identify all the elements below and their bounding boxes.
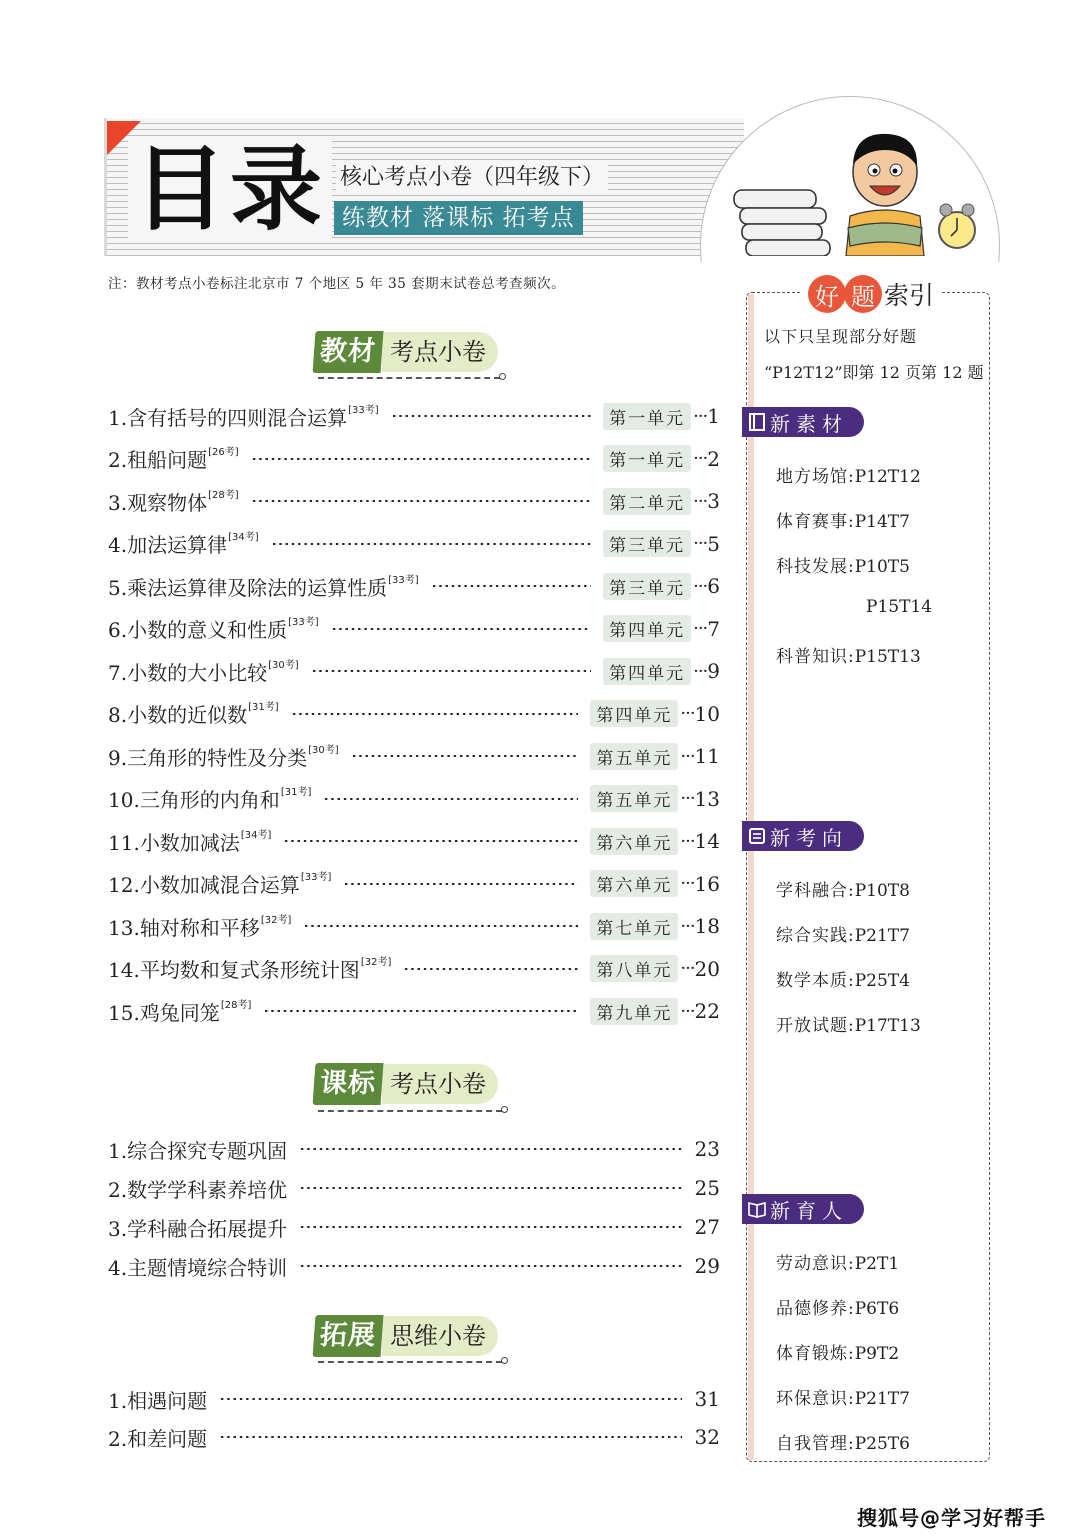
badge-dark-label: 教材	[313, 331, 384, 373]
toc-entry-number: 11.	[108, 830, 140, 855]
badge-underline	[318, 377, 500, 379]
entry-separator: :	[848, 881, 855, 901]
leader-dots	[303, 925, 578, 927]
toc-entry-text: 主题情境综合特训	[127, 1255, 288, 1280]
badge-dark-label: 拓展	[313, 1315, 384, 1357]
toc-entry[interactable]	[108, 954, 720, 984]
toc-entry-number: 8.	[108, 703, 128, 727]
badge-light-label: 考点小卷	[382, 1064, 498, 1104]
toc-entry[interactable]	[108, 996, 720, 1026]
exam-frequency-tag: [33考]	[388, 574, 419, 586]
entry-separator: :	[848, 1016, 855, 1036]
exam-frequency-tag: [32考]	[260, 914, 292, 926]
entry-topic: 体育锻炼	[776, 1344, 848, 1364]
leader-dots	[271, 543, 591, 545]
entry-reference: P10T8	[854, 881, 910, 901]
toc-entry-number: 1.	[108, 1138, 128, 1163]
category-label: 新考向	[770, 825, 848, 850]
toc-entry-text: 观察物体	[127, 490, 208, 515]
unit-label: 第九单元	[590, 998, 678, 1025]
toc-entry-title	[108, 784, 311, 813]
index-description-1: 以下只呈现部分好题	[764, 327, 918, 346]
entry-separator: :	[848, 926, 855, 946]
toc-entry-number: 3.	[108, 490, 128, 515]
leader-dots-short: ···	[680, 745, 695, 767]
book-subtitle: 核心考点小卷（四年级下）	[336, 163, 608, 193]
index-entry[interactable]	[776, 1429, 910, 1454]
entry-topic: 品德修养	[776, 1299, 848, 1319]
toc-entry-number: 1.	[108, 405, 128, 430]
badge-light-label: 思维小卷	[382, 1316, 498, 1356]
toc-entry-number: 1.	[108, 1388, 128, 1413]
leader-dots-short: ···	[693, 448, 708, 469]
index-entry[interactable]	[776, 876, 910, 901]
index-entry[interactable]	[776, 552, 910, 577]
leader-dots-short: ···	[680, 1000, 695, 1022]
toc-entry-title	[108, 699, 279, 728]
toc-entry-text: 含有括号的四则混合运算	[127, 405, 348, 430]
exam-frequency-tag: [26考]	[208, 447, 239, 459]
toc-entry-text: 学科融合拓展提升	[127, 1216, 288, 1241]
unit-label: 第六单元	[590, 828, 678, 855]
badge-underline	[318, 1110, 502, 1112]
entry-reference: P15T14	[866, 597, 933, 617]
compass-icon	[748, 826, 770, 846]
open-book-icon	[748, 1199, 770, 1219]
unit-label: 第三单元	[603, 530, 691, 557]
toc-entry[interactable]	[108, 1212, 720, 1242]
unit-label: 第三单元	[603, 573, 691, 600]
index-entry[interactable]	[776, 642, 921, 667]
toc-entry[interactable]	[108, 571, 720, 601]
panel-stripe	[748, 294, 754, 1460]
exam-frequency-tag: [28考]	[208, 489, 239, 501]
page-number: 10	[694, 701, 720, 726]
index-entry[interactable]	[776, 1294, 899, 1319]
toc-entry[interactable]	[108, 1251, 720, 1281]
toc-entry[interactable]	[108, 1422, 720, 1452]
page-number: 1	[707, 404, 720, 428]
entry-separator: :	[848, 512, 855, 532]
toc-entry-title	[108, 487, 239, 516]
entry-topic: 综合实践	[776, 926, 848, 946]
leader-dots	[323, 798, 578, 800]
toc-entry[interactable]	[108, 1134, 720, 1164]
toc-entry-title	[108, 572, 419, 601]
leader-dots	[431, 585, 591, 587]
entry-reference: P2T1	[854, 1254, 900, 1274]
toc-entry[interactable]	[108, 444, 720, 474]
leader-dots	[391, 415, 591, 417]
unit-label: 第四单元	[603, 658, 691, 685]
entry-reference: P10T5	[854, 557, 910, 577]
leader-dots-short: ···	[693, 660, 708, 682]
index-entry[interactable]	[776, 966, 910, 991]
toc-entry-text: 小数的大小比较	[127, 660, 268, 685]
leader-dots	[283, 840, 578, 842]
leader-dots-short: ···	[680, 830, 695, 852]
badge-underline	[318, 1361, 502, 1363]
toc-entry-title	[108, 997, 251, 1026]
leader-dots	[403, 968, 578, 970]
toc-entry-number: 14.	[108, 958, 140, 982]
page-number: 18	[694, 914, 720, 938]
leader-dots-short: ···	[693, 575, 708, 597]
index-entry[interactable]	[776, 921, 910, 946]
unit-label: 第一单元	[603, 403, 691, 430]
entry-topic: 数学本质	[776, 971, 848, 991]
badge-light-label: 考点小卷	[382, 332, 498, 372]
unit-label: 第五单元	[590, 785, 678, 812]
entry-reference: P21T7	[854, 926, 910, 946]
watermark: 搜狐号@学习好帮手	[857, 1506, 1046, 1530]
entry-reference: P6T6	[854, 1299, 900, 1319]
toc-entry-title	[108, 1423, 207, 1452]
page-number: 20	[694, 956, 720, 981]
badge-dark-label: 课标	[313, 1063, 384, 1105]
page-number: 3	[707, 489, 720, 513]
toc-entry-text: 小数加减混合运算	[139, 873, 300, 897]
page-number: 9	[707, 659, 720, 683]
page-number: 6	[707, 574, 720, 598]
exam-frequency-tag: [33考]	[288, 617, 319, 629]
index-description-2: “P12T12”即第 12 页第 12 题	[764, 363, 984, 382]
toc-entry-title	[108, 657, 299, 686]
leader-dots-short: ···	[680, 873, 695, 894]
page-number: 5	[707, 531, 720, 556]
toc-entry-title	[108, 1174, 287, 1203]
index-entry[interactable]	[776, 1384, 910, 1409]
entry-reference: P25T6	[854, 1434, 910, 1454]
toc-entry-number: 2.	[108, 1426, 128, 1451]
page-number: 7	[707, 616, 720, 641]
page-number: 31	[694, 1387, 720, 1411]
index-entry[interactable]	[776, 1011, 921, 1036]
entry-topic: 自我管理	[776, 1434, 848, 1454]
entry-topic: 科普知识	[776, 647, 848, 667]
toc-entry-text: 三角形的特性及分类	[127, 745, 308, 770]
exam-frequency-tag: [31考]	[248, 702, 279, 714]
toc-entry-title	[108, 402, 379, 431]
entry-reference: P17T13	[854, 1016, 921, 1036]
toc-entry-text: 综合探究专题巩固	[127, 1138, 288, 1163]
toc-entry-text: 乘法运算律及除法的运算性质	[127, 575, 388, 600]
leader-dots-short: ···	[693, 618, 708, 639]
toc-entry-title	[108, 444, 239, 473]
toc-entry[interactable]	[108, 869, 720, 899]
title-circle-char: 好	[808, 275, 846, 313]
leader-dots	[299, 1226, 682, 1228]
leader-dots	[343, 883, 578, 885]
toc-entry[interactable]	[108, 529, 720, 559]
entry-reference: P9T2	[854, 1344, 900, 1364]
toc-entry-text: 鸡兔同笼	[139, 1000, 220, 1025]
page-number: 29	[694, 1254, 720, 1278]
toc-entry-number: 2.	[108, 448, 128, 472]
leader-dots	[351, 755, 579, 757]
entry-reference: P25T4	[854, 971, 910, 991]
toc-entry[interactable]	[108, 614, 720, 644]
toc-entry-text: 相遇问题	[127, 1388, 208, 1413]
book-slogan: 练教材 落课标 拓考点	[334, 201, 583, 235]
toc-entry-number: 2.	[108, 1177, 128, 1202]
entry-topic: 科技发展	[776, 557, 848, 577]
exam-frequency-tag: [34考]	[228, 532, 259, 544]
index-entry[interactable]	[776, 462, 921, 487]
toc-entry[interactable]	[108, 741, 720, 771]
toc-entry-text: 和差问题	[127, 1426, 208, 1451]
page-number: 11	[694, 744, 720, 768]
entry-reference: P15T13	[854, 647, 921, 667]
toc-entry-title	[108, 742, 339, 771]
toc-entry[interactable]	[108, 656, 720, 686]
unit-label: 第二单元	[603, 488, 691, 515]
leader-dots	[299, 1265, 682, 1267]
toc-entry-title	[108, 1213, 287, 1242]
index-entry[interactable]	[776, 1339, 899, 1364]
book-spine-icon	[748, 412, 770, 432]
toc-entry-text: 平均数和复式条形统计图	[139, 958, 360, 982]
exam-frequency-tag: [34考]	[240, 829, 272, 841]
page-number: 23	[694, 1137, 720, 1161]
index-entry[interactable]	[866, 597, 932, 617]
page-number: 25	[694, 1176, 720, 1200]
toc-entry-text: 三角形的内角和	[139, 788, 280, 812]
toc-entry-number: 4.	[108, 1255, 128, 1280]
badge-dot	[499, 373, 506, 380]
unit-label: 第四单元	[603, 615, 691, 642]
toc-entry[interactable]	[108, 699, 720, 729]
index-panel-title	[800, 274, 942, 314]
category-label: 新素材	[770, 411, 848, 436]
leader-dots	[219, 1436, 682, 1438]
section-badge-textbook	[314, 328, 498, 376]
entry-topic: 开放试题	[776, 1016, 848, 1036]
badge-dot	[501, 1106, 508, 1113]
toc-entry-title	[108, 827, 271, 856]
toc-entry-title	[108, 614, 319, 643]
toc-entry-number: 4.	[108, 533, 128, 557]
leader-dots	[299, 1187, 682, 1189]
entry-separator: :	[848, 1299, 855, 1319]
page-number: 27	[694, 1215, 720, 1239]
category-tag	[742, 821, 864, 851]
unit-label: 第一单元	[603, 445, 691, 472]
title-rest: 索引	[884, 281, 935, 310]
category-label: 新育人	[770, 1198, 848, 1223]
toc-entry-number: 12.	[108, 873, 140, 897]
exam-frequency-tag: [30考]	[308, 744, 339, 756]
page-number: 2	[707, 446, 720, 471]
leader-dots-short: ···	[693, 533, 708, 554]
toc-entry-number: 7.	[108, 660, 128, 685]
entry-separator: :	[848, 1389, 855, 1409]
leader-dots	[251, 458, 591, 460]
boy-figure	[846, 134, 924, 256]
toc-entry[interactable]	[108, 486, 720, 516]
exam-frequency-tag: [30考]	[268, 659, 299, 671]
page-number: 22	[694, 999, 720, 1023]
category-tag	[742, 407, 864, 437]
toc-entry-text: 加法运算律	[127, 533, 228, 557]
entry-topic: 劳动意识	[776, 1254, 848, 1274]
toc-entry-text: 小数的意义和性质	[127, 618, 288, 642]
toc-entry-number: 15.	[108, 1000, 140, 1025]
leader-dots	[299, 1148, 682, 1150]
leader-dots	[311, 670, 591, 672]
entry-separator: :	[848, 1434, 855, 1454]
index-entry[interactable]	[776, 507, 910, 532]
toc-entry-text: 小数的近似数	[127, 703, 248, 727]
entry-reference: P12T12	[854, 467, 921, 487]
toc-entry[interactable]	[108, 1384, 720, 1414]
entry-separator: :	[848, 647, 855, 667]
page-number: 14	[694, 829, 720, 853]
entry-reference: P14T7	[854, 512, 910, 532]
exam-frequency-tag: [33考]	[348, 404, 379, 416]
toc-entry-title	[108, 1252, 287, 1281]
leader-dots-short: ···	[680, 958, 695, 979]
badge-dot	[501, 1357, 508, 1364]
entry-separator: :	[848, 467, 855, 487]
toc-entry-title	[108, 1385, 207, 1414]
exam-frequency-tag: [31考]	[280, 787, 312, 799]
exam-frequency-tag: [28考]	[220, 999, 252, 1011]
toc-entry-text: 小数加减法	[139, 830, 240, 855]
page-number: 16	[694, 871, 720, 896]
entry-topic: 体育赛事	[776, 512, 848, 532]
index-entry[interactable]	[776, 1249, 899, 1274]
section-badge-curriculum	[314, 1060, 498, 1108]
exam-frequency-tag: [33考]	[300, 872, 332, 884]
leader-dots	[219, 1398, 682, 1400]
toc-entry-title	[108, 1135, 287, 1164]
toc-entry-text: 租船问题	[127, 448, 208, 472]
leader-dots-short: ···	[680, 915, 695, 937]
alarm-clock-icon	[939, 204, 975, 248]
toc-entry-number: 6.	[108, 618, 128, 642]
toc-entry[interactable]	[108, 826, 720, 856]
entry-separator: :	[848, 557, 855, 577]
exam-frequency-tag: [32考]	[360, 957, 392, 969]
section-badge-extension	[314, 1312, 498, 1360]
unit-label: 第五单元	[590, 743, 678, 770]
toc-entry-number: 10.	[108, 788, 140, 812]
category-tag	[742, 1194, 864, 1224]
leader-dots-short: ···	[693, 490, 708, 512]
leader-dots	[331, 628, 591, 630]
toc-entry-title	[108, 529, 259, 558]
unit-label: 第六单元	[590, 870, 678, 897]
boy-reading-illustration	[720, 120, 990, 256]
toc-entry[interactable]	[108, 1173, 720, 1203]
unit-label: 第四单元	[590, 700, 678, 727]
leader-dots	[251, 500, 591, 502]
toc-entry-text: 轴对称和平移	[139, 915, 260, 940]
entry-separator: :	[848, 971, 855, 991]
unit-label: 第七单元	[590, 913, 678, 940]
leader-dots	[291, 713, 579, 715]
leader-dots	[263, 1010, 578, 1012]
leader-dots-short: ···	[693, 405, 708, 427]
page-number: 13	[694, 786, 720, 811]
entry-separator: :	[848, 1254, 855, 1274]
leader-dots-short: ···	[680, 788, 695, 809]
page-title: 目录	[128, 140, 332, 240]
entry-topic: 地方场馆	[776, 467, 848, 487]
toc-entry-text: 数学学科素养培优	[127, 1177, 288, 1202]
title-circle-char: 题	[844, 275, 882, 313]
leader-dots-short: ···	[680, 703, 695, 724]
toc-entry-number: 5.	[108, 575, 128, 600]
toc-entry-title	[108, 869, 331, 898]
footnote: 注：教材考点小卷标注北京市 7 个地区 5 年 35 套期末试卷总考查频次。	[108, 276, 566, 292]
entry-topic: 学科融合	[776, 881, 848, 901]
toc-entry-title	[108, 912, 291, 941]
toc-entry-number: 13.	[108, 915, 140, 940]
page-number: 32	[694, 1425, 720, 1449]
unit-label: 第八单元	[590, 955, 678, 982]
toc-entry-title	[108, 954, 391, 983]
toc-entry[interactable]	[108, 911, 720, 941]
toc-entry[interactable]	[108, 784, 720, 814]
toc-entry[interactable]	[108, 401, 720, 431]
entry-topic: 环保意识	[776, 1389, 848, 1409]
entry-reference: P21T7	[854, 1389, 910, 1409]
toc-entry-number: 9.	[108, 745, 128, 770]
toc-entry-number: 3.	[108, 1216, 128, 1241]
book-stack-icon	[734, 190, 830, 256]
entry-separator: :	[848, 1344, 855, 1364]
